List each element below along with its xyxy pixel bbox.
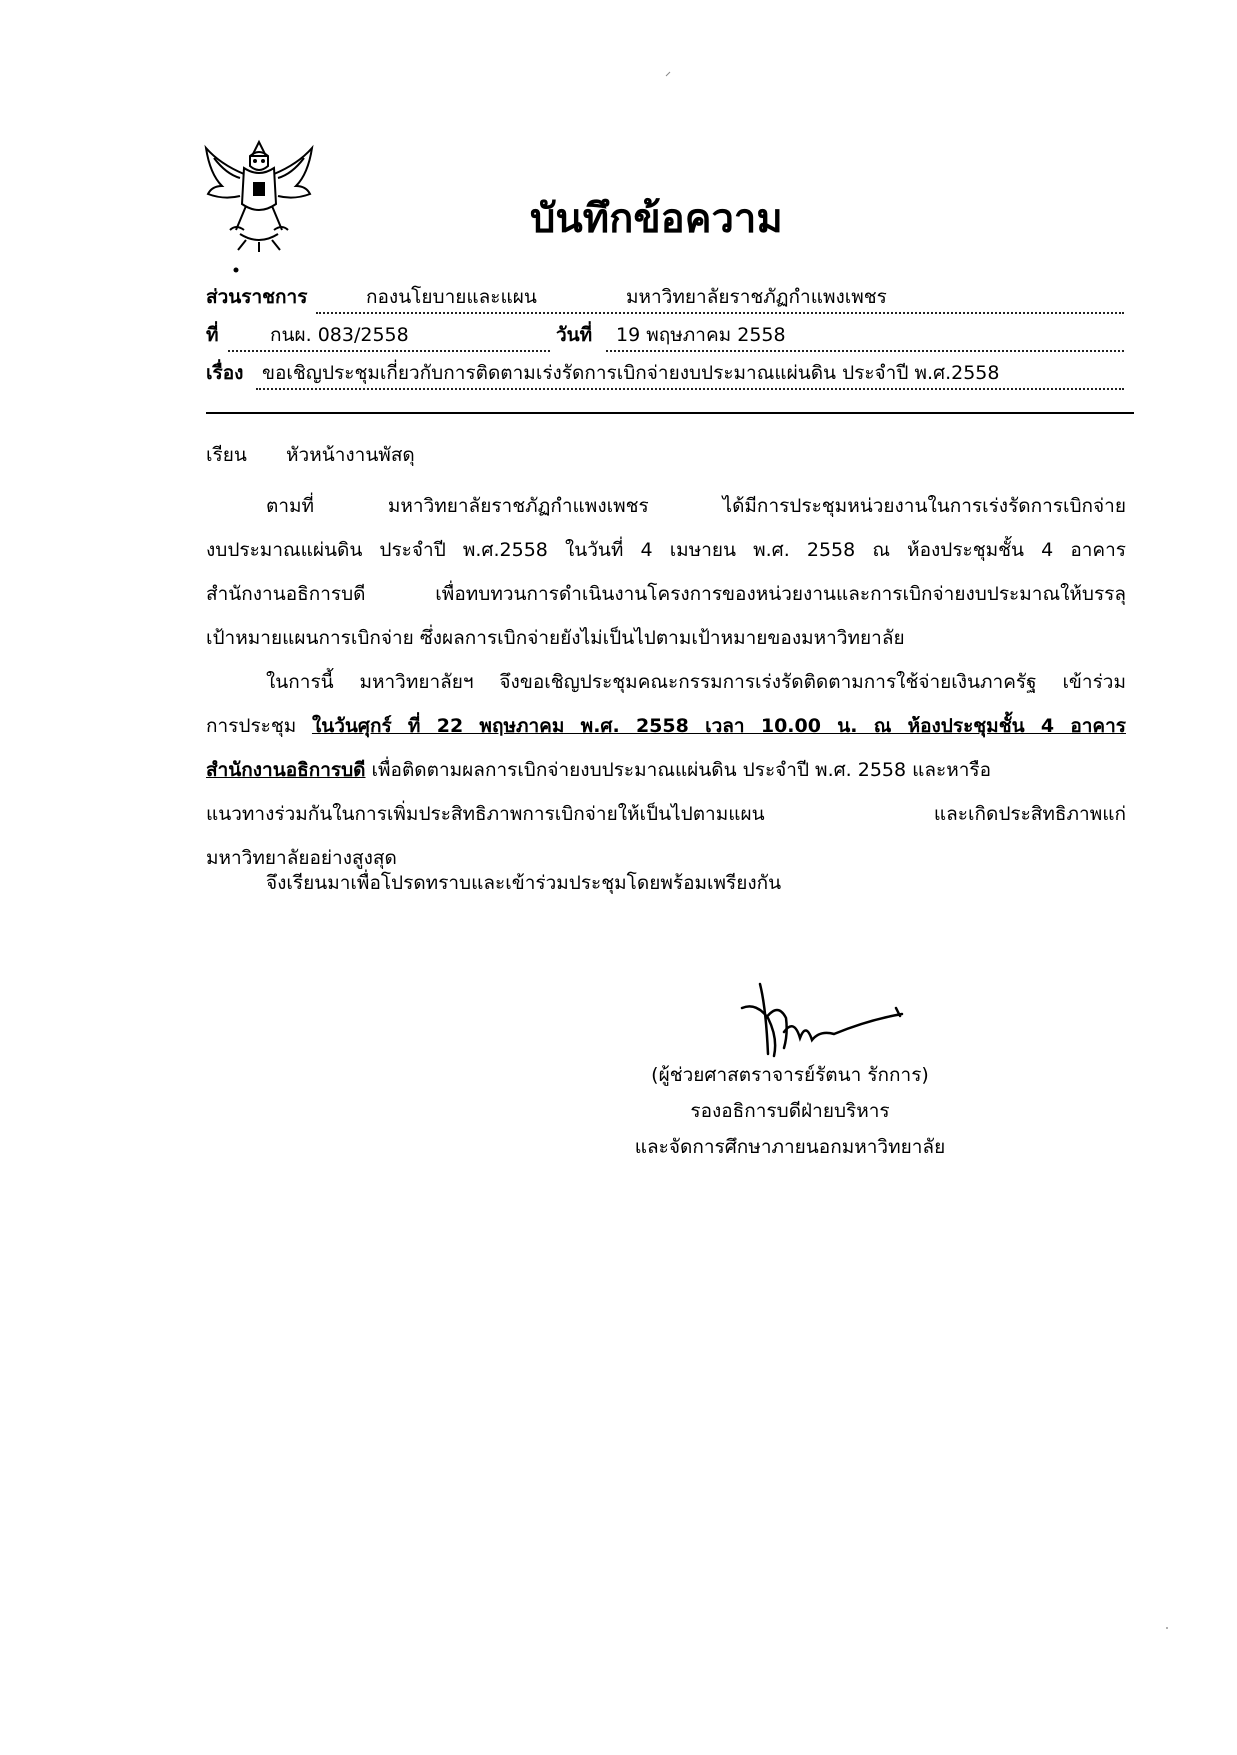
- paragraph-1-line: สำนักงานอธิการบดี เพื่อทบทวนการดำเนินงานโครงการของหน่วยงานและการเบิกจ่ายงบประมาณให้บรรลุ: [206, 583, 1126, 605]
- paragraph-1-line: งบประมาณแผ่นดิน ประจำปี พ.ศ.2558 ในวันที่ 4 เมษายน พ.ศ. 2558 ณ ห้องประชุมชั้น 4 อาคาร: [206, 539, 1126, 561]
- paragraph-2-line: แนวทางร่วมกันในการเพิ่มประสิทธิภาพการเบิกจ่ายให้เป็นไปตามแผน และเกิดประสิทธิภาพแก่: [206, 803, 1126, 825]
- subject-value: ขอเชิญประชุมเกี่ยวกับการติดตามเร่งรัดการเบิกจ่ายงบประมาณแผ่นดิน ประจำปี พ.ศ.2558: [262, 362, 1000, 384]
- paragraph-1-line: ตามที่ มหาวิทยาลัยราชภัฏกำแพงเพชร ได้มีการประชุมหน่วยงานในการเร่งรัดการเบิกจ่าย: [266, 495, 1126, 517]
- reference-label: ที่: [206, 324, 219, 346]
- subject-label: เรื่อง: [206, 362, 244, 384]
- paragraph-1-line: เป้าหมายแผนการเบิกจ่าย ซึ่งผลการเบิกจ่ายยังไม่เป็นไปตามเป้าหมายของมหาวิทยาลัย: [206, 627, 905, 649]
- paragraph-2-line: มหาวิทยาลัยอย่างสูงสุด: [206, 847, 397, 869]
- agency-value-unit: กองนโยบายและแผน: [366, 286, 537, 308]
- salutation-label: เรียน: [206, 444, 247, 466]
- date-value: 19 พฤษภาคม 2558: [616, 324, 786, 346]
- reference-number: กนผ. 083/2558: [270, 324, 409, 346]
- paragraph-2-text: เพื่อติดตามผลการเบิกจ่ายงบประมาณแผ่นดิน ประจำปี พ.ศ. 2558 และหารือ: [365, 759, 992, 781]
- paragraph-2-text: การประชุม: [206, 715, 312, 737]
- meeting-datetime-emphasis: ในวันศุกร์ ที่ 22 พฤษภาคม พ.ศ. 2558 เวลา 10.00 น. ณ ห้องประชุมชั้น 4 อาคาร: [311, 715, 1126, 737]
- document-title: บันทึกข้อความ: [530, 196, 783, 242]
- salutation-recipient: หัวหน้างานพัสดุ: [286, 444, 415, 466]
- closing-sentence: จึงเรียนมาเพื่อโปรดทราบและเข้าร่วมประชุมโดยพร้อมเพรียงกัน: [266, 872, 782, 894]
- meeting-venue-emphasis: สำนักงานอธิการบดี: [206, 759, 366, 781]
- date-label: วันที่: [556, 324, 593, 346]
- paragraph-2-line: ในการนี้ มหาวิทยาลัยฯ จึงขอเชิญประชุมคณะกรรมการเร่งรัดติดตามการใช้จ่ายเงินภาครัฐ เข้าร่วม: [266, 671, 1126, 693]
- signatory-position-detail: และจัดการศึกษาภายนอกมหาวิทยาลัย: [634, 1136, 946, 1158]
- agency-value-university: มหาวิทยาลัยราชภัฏกำแพงเพชร: [626, 286, 887, 308]
- signatory-name: (ผู้ช่วยศาสตราจารย์รัตนา รักการ): [651, 1064, 929, 1086]
- signatory-position: รองอธิการบดีฝ่ายบริหาร: [690, 1100, 890, 1122]
- agency-label: ส่วนราชการ: [206, 286, 308, 308]
